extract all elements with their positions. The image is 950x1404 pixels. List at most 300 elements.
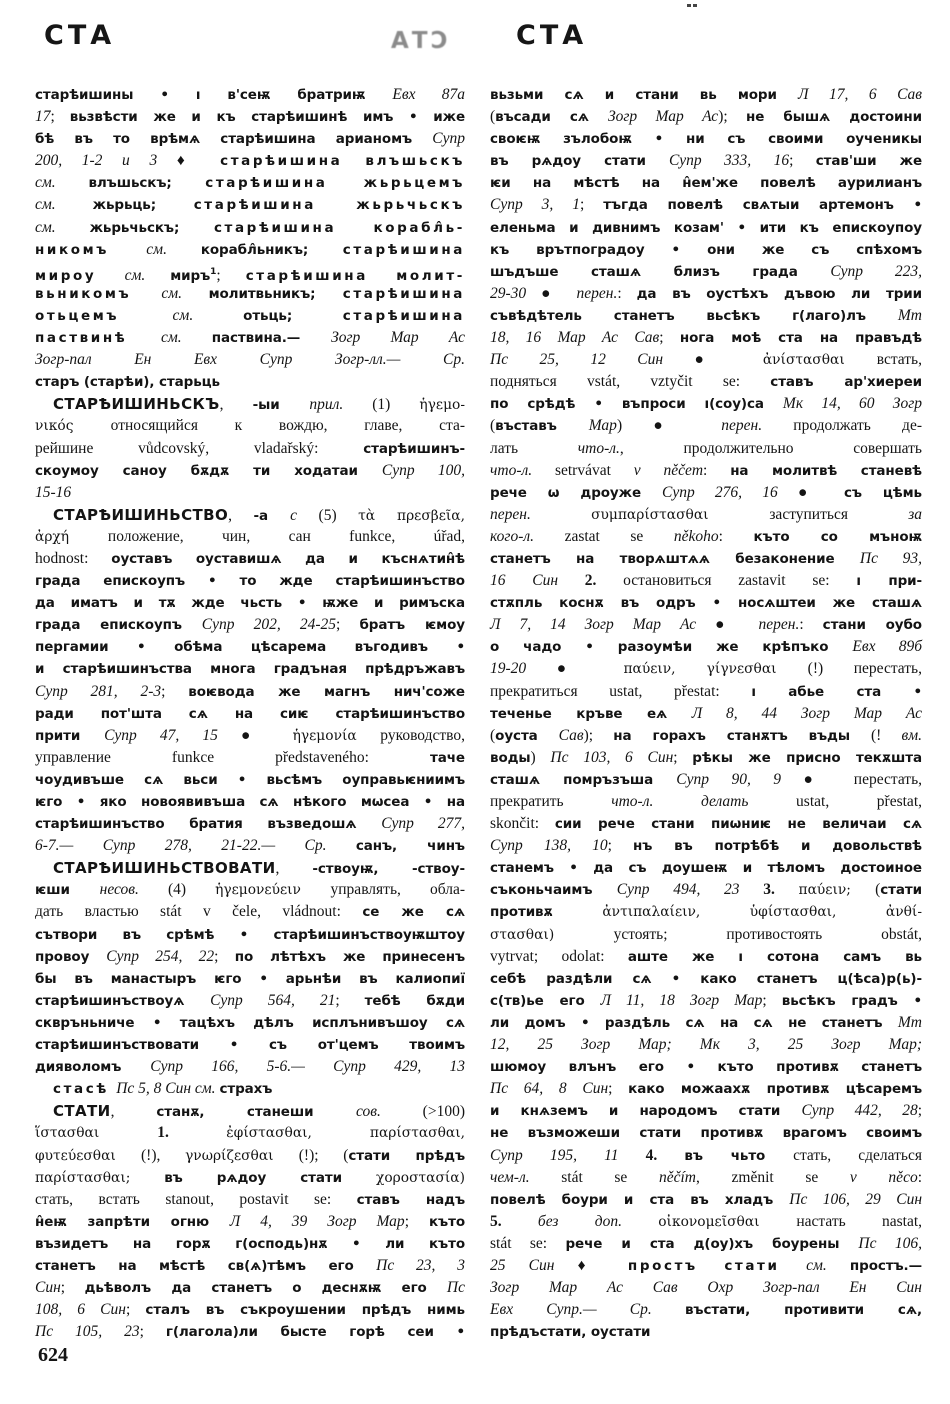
text-segment: старѣишинъствоуѧ — [35, 992, 211, 1009]
text-segment: (!), — [141, 1146, 186, 1164]
text-line — [490, 1034, 922, 1056]
text-segment: паствинѣ — [35, 330, 161, 347]
text-segment: о чадо • разоумѣи же крѣпъко — [490, 639, 853, 656]
text-segment: 108, 6 Син — [35, 1301, 126, 1319]
text-segment: hodnost: — [35, 549, 112, 567]
text-line — [35, 946, 465, 968]
text-segment: ἡγεμο- — [419, 397, 466, 414]
text-segment: см. — [35, 196, 93, 214]
text-segment: еленьма и дивнимъ козам' • ити къ епискоупоу — [490, 219, 922, 236]
text-segment: прѣдъстати, оустати — [490, 1324, 651, 1341]
text-segment: ; — [789, 152, 816, 170]
text-segment: см. — [35, 174, 89, 192]
text-segment: Супр 138, 10 — [490, 837, 608, 855]
text-line — [35, 681, 465, 703]
text-segment: СТАРѢИШИНЬСКЪ — [53, 395, 220, 414]
text-segment: см. — [172, 306, 244, 324]
text-segment: см. — [146, 240, 201, 258]
text-line — [35, 813, 465, 835]
text-segment: Син — [35, 1279, 61, 1297]
text-line — [35, 239, 465, 261]
text-segment: Супр 442, 28 — [801, 1102, 918, 1120]
text-line — [490, 946, 922, 968]
text-segment: , — [228, 506, 254, 524]
text-segment: ἀρχή — [35, 528, 108, 545]
text-line — [35, 526, 465, 548]
text-segment: страхъ — [219, 1081, 273, 1098]
text-line — [35, 924, 465, 946]
text-line — [490, 1211, 922, 1233]
text-segment: бѣ въ то врѣмѧ старѣишина арианомъ — [35, 131, 433, 148]
text-segment: дияволомъ — [35, 1059, 151, 1076]
text-line — [490, 1299, 922, 1321]
text-segment: συμπαρίστασθαι — [591, 506, 770, 523]
text-segment: въсади сѧ — [495, 109, 608, 126]
text-segment: по лѣтѣхъ же принесенъ — [234, 948, 465, 965]
text-segment: něčím — [658, 1168, 696, 1186]
text-segment: Пс 64, 8 Син — [490, 1080, 609, 1098]
text-segment: v něčem — [633, 461, 704, 479]
text-segment: : — [718, 527, 754, 545]
text-line — [35, 1056, 465, 1078]
text-segment: Л 11, 18 Зогр Мар — [600, 991, 763, 1009]
text-segment: никомъ — [35, 241, 147, 258]
text-segment: (! — [870, 726, 902, 744]
text-segment: Зогр Мар Ас — [331, 329, 465, 347]
text-segment: ♦ — [577, 1256, 628, 1274]
text-segment: рейшине vůdcovský, vladařský: — [35, 439, 364, 457]
text-segment: оуста — [495, 727, 559, 744]
text-segment: стѫпль коснѫ въ одръ • носѧштеи же сташѧ — [490, 595, 922, 612]
text-segment: νικός — [35, 418, 111, 435]
text-segment: (!) перестать, — [807, 660, 922, 678]
text-segment: съконьчаимъ — [490, 882, 617, 899]
text-segment: ; — [214, 947, 235, 965]
text-segment: Супр 564, 21 — [210, 991, 336, 1009]
running-head-right: СТА — [516, 20, 588, 51]
text-line — [490, 990, 922, 1012]
text-segment: скоумоу саноу бѫдѫ ти ходатаи — [35, 462, 382, 479]
text-segment: перен. — [490, 505, 592, 523]
text-segment: простъ стати — [627, 1257, 807, 1274]
text-line — [35, 194, 465, 216]
text-segment: съ цѣмь — [843, 484, 922, 501]
text-segment: , — [219, 396, 253, 414]
text-segment: Пс — [446, 1279, 465, 1297]
text-segment: с — [290, 506, 298, 524]
text-segment: относящийся к вождю, главе, ста- — [110, 417, 465, 435]
text-segment: что-л. делать — [611, 793, 749, 810]
text-segment: прекратиться ustat, přestat: — [490, 682, 752, 700]
text-segment: Супр 276, 16 — [661, 483, 799, 501]
text-segment: аште же ı сотона самъ вь — [627, 948, 922, 965]
text-line — [35, 415, 465, 437]
text-segment: Супр 277, — [381, 815, 466, 833]
text-segment: Пс 106, — [858, 1234, 922, 1252]
text-line — [35, 349, 465, 371]
text-segment: -ыи — [252, 397, 310, 414]
text-line — [35, 857, 465, 879]
text-line — [35, 327, 465, 349]
text-segment: управление funkce představeného: — [35, 748, 431, 766]
text-segment: старѣишинъство братия възведошѧ — [35, 816, 382, 833]
text-segment: παρίστασθαι; — [35, 1169, 165, 1186]
text-segment: Зогр Мар Ас — [607, 108, 719, 126]
text-segment: stát se: — [490, 1234, 566, 1252]
text-segment: ); — [583, 726, 614, 744]
text-segment: см. — [806, 1256, 850, 1274]
text-segment: 200, 1-2 и 3 — [35, 152, 177, 170]
text-segment: шюмоу влънъ его • къто противѫ станетъ — [490, 1059, 922, 1076]
text-segment: старѣишины • ı в'сеѭ братриѭ — [35, 87, 393, 103]
text-segment: , — [275, 860, 313, 878]
text-segment: что-л. — [490, 461, 533, 479]
text-line — [35, 283, 465, 305]
text-segment: града епискоупъ — [35, 617, 202, 634]
text-line — [35, 150, 465, 172]
text-segment: ● — [240, 726, 293, 744]
text-segment: ставъ надъ — [356, 1191, 465, 1208]
text-segment: někoho — [673, 527, 719, 545]
text-segment: Супр 100, — [381, 461, 466, 479]
text-segment: Пс 106, 29 Син — [789, 1190, 923, 1208]
text-segment: братъ ѥмоу — [359, 617, 465, 634]
text-line — [35, 217, 465, 239]
text-segment: vytrvat; odolat: — [490, 947, 628, 965]
text-segment: да въ оустѣхъ дъвою ли трии — [636, 285, 922, 302]
text-segment: ; — [161, 682, 189, 700]
text-segment: ; — [607, 837, 634, 855]
text-segment: ἵστασθαι — [35, 1125, 158, 1142]
text-segment: противѫ — [490, 904, 603, 921]
text-segment: станемъ • да съ доушеѭ и тѣломъ достоиное — [490, 860, 922, 877]
text-segment: 18, 16 Мар Ас Сав — [490, 329, 660, 347]
text-line — [490, 703, 922, 725]
text-segment: и старѣишинъства многа градъная прѣдръжавъ — [35, 661, 465, 678]
text-segment: сташѧ помръзъша — [490, 771, 677, 788]
text-segment: старъ (старѣи), старьць — [35, 374, 220, 391]
text-segment: ; — [139, 1323, 166, 1341]
text-segment: въ рѧдоу стати — [490, 153, 669, 170]
text-segment: нога моѣ ста на правъдѣ — [679, 330, 922, 347]
text-line — [490, 1078, 922, 1100]
text-line — [490, 1255, 922, 1277]
text-segment: тебѣ бѫди — [364, 992, 465, 1009]
text-segment: вм. — [901, 726, 922, 744]
text-line — [35, 1255, 465, 1277]
text-segment: ; — [659, 329, 680, 347]
text-segment: СТАРѢИШИНЬСТВОВАТИ — [53, 859, 276, 878]
text-segment: стати прѣдъ — [348, 1147, 465, 1164]
text-segment: Мар — [588, 417, 617, 435]
text-segment: ли домъ • раздѣль сѧ на сѧ не станетъ — [490, 1014, 898, 1031]
text-segment: 17 — [35, 108, 51, 126]
text-line — [35, 592, 465, 614]
text-segment: 12, 25 Зогр Мар; Мк 3, 25 Зогр Мар; — [490, 1036, 922, 1054]
text-segment: ἀνίστασθαι — [762, 352, 877, 369]
text-segment: СТАТИ — [53, 1102, 111, 1121]
text-line — [490, 393, 922, 415]
text-segment: ѥго • яко новоявивъша сѧ нѣкого мѡсеа • на — [35, 794, 465, 810]
text-segment: 29-30 — [490, 284, 542, 302]
text-segment: παύειν, γίγνεσθαι — [623, 661, 808, 678]
text-segment: Супр 3, 1 — [490, 196, 581, 214]
text-line — [490, 239, 922, 261]
text-segment: нъ въ потрѣбѣ и довольствѣ — [633, 838, 922, 855]
text-segment: старѣишина корабл̂ь- — [213, 219, 465, 236]
text-segment: рѣкы же присно текѫшта — [692, 749, 922, 766]
text-segment: старѣишина — [342, 241, 465, 258]
text-line — [35, 769, 465, 791]
text-segment: въ чьто — [684, 1147, 794, 1164]
text-line — [490, 924, 922, 946]
text-segment: (!); ( — [298, 1146, 349, 1164]
text-segment: ἡγεμονία — [292, 727, 381, 744]
text-line — [35, 990, 465, 1012]
text-segment: Мк 14, 60 Зогр — [782, 395, 922, 413]
text-segment: ; — [60, 1279, 85, 1297]
text-line — [35, 305, 465, 327]
text-segment: въ рѧдоу стати — [164, 1169, 377, 1186]
text-segment: ; — [125, 1301, 146, 1319]
text-segment: 4. — [645, 1146, 685, 1164]
text-segment: ; — [404, 1212, 429, 1230]
text-line — [490, 835, 922, 857]
text-segment: Супр 281, 2-3 — [35, 682, 162, 700]
text-segment: 25 Син — [490, 1256, 578, 1274]
text-segment: за — [908, 505, 922, 523]
text-segment: Супр 254, 22 — [106, 947, 215, 965]
text-segment: шъдъше сташѧ близъ града — [490, 263, 831, 280]
text-segment: без доп. — [537, 1212, 659, 1230]
text-segment: 3. — [763, 881, 799, 899]
text-segment: ἡγεμονεύειν — [215, 882, 331, 899]
text-segment: станѫ, станеши — [156, 1104, 356, 1121]
text-segment: Зогр-пал Ен Евх Супр Зогр-лл.— Ср. — [35, 351, 465, 369]
text-segment: града епискоупъ • то жде старѣишинъство — [35, 573, 465, 590]
text-line — [490, 349, 922, 371]
text-segment: Мт — [897, 306, 922, 324]
text-segment: setrvávat — [532, 461, 634, 479]
text-segment: Евх 87а — [392, 86, 465, 103]
text-segment: Пс 105, 23 — [35, 1323, 140, 1341]
text-segment: сътвори въ срѣмѣ • старѣишинъствоуѭштоу — [35, 926, 465, 943]
text-segment: ѥи на мѣстѣ на н̂ем'же повелѣ аурилианъ — [490, 175, 922, 192]
text-line — [35, 1277, 465, 1299]
text-segment: СТАРѢИШИНЬСТВО — [53, 505, 229, 524]
text-segment: ) ● — [616, 417, 722, 435]
text-segment: встать, — [876, 351, 922, 369]
text-line — [490, 1145, 922, 1167]
text-segment: санъ, чинъ — [355, 838, 465, 855]
text-segment: ); — [718, 108, 747, 126]
text-segment: stát se — [529, 1168, 659, 1186]
text-line — [490, 327, 922, 349]
text-line — [35, 968, 465, 990]
text-line — [490, 1100, 922, 1122]
text-segment: Супр — [432, 130, 465, 148]
text-segment: см. — [160, 329, 212, 347]
text-segment: став'ши же — [815, 153, 922, 170]
text-segment: таче — [430, 749, 465, 766]
text-line — [35, 84, 465, 106]
text-segment: повелѣ боури и ста въ хладъ — [490, 1191, 790, 1208]
text-segment: рече ѡ дроуже — [490, 484, 662, 501]
text-line — [35, 1233, 465, 1255]
text-segment: корабл̂ьникъ; — [200, 241, 343, 258]
text-segment: простъ.— — [849, 1257, 922, 1274]
text-line — [35, 1321, 465, 1343]
text-segment: перен. — [758, 616, 800, 634]
text-segment: ; — [336, 616, 360, 634]
text-line — [490, 813, 922, 835]
text-segment: жьрьчьскъ; — [89, 219, 214, 236]
text-line — [35, 261, 465, 283]
text-segment: г(лагола)ли бысте горѣ сеи • — [165, 1324, 465, 1341]
text-segment: воѥвода же магнъ нич'соже — [188, 683, 465, 700]
text-segment: τὰ πρεσβεῖα, — [358, 507, 465, 524]
text-line — [35, 1189, 465, 1211]
text-segment: станетъ на творѧштѧѧ безаконение — [490, 550, 860, 567]
text-segment: Супр 195, 11 — [490, 1146, 646, 1164]
text-line — [35, 636, 465, 658]
text-segment: старѣишина — [342, 285, 465, 302]
text-segment: кого-л. — [490, 527, 535, 545]
text-segment: 19-20 — [490, 660, 557, 678]
text-segment: дьѣволъ да станетъ о деснѫѭ его — [84, 1280, 447, 1297]
text-line — [490, 592, 922, 614]
text-line — [35, 504, 465, 526]
text-line — [490, 84, 922, 106]
text-segment: не бышѧ достоини — [746, 109, 922, 126]
page-number: 624 — [38, 1344, 68, 1366]
text-segment: миръ — [170, 267, 211, 284]
text-segment: ; — [917, 1102, 923, 1120]
text-segment: старѣишина — [342, 307, 466, 324]
text-segment: влъшьскъ; — [88, 175, 206, 192]
text-segment: се же сѧ — [362, 904, 465, 921]
text-segment: съвѣдѣтель станетъ вьсѣкъ г(лаго)лъ — [490, 307, 898, 324]
text-line — [35, 482, 465, 504]
text-line — [35, 835, 465, 857]
text-line — [490, 614, 922, 636]
text-line — [35, 438, 465, 460]
text-segment: ; — [50, 108, 70, 126]
text-segment: , — [110, 1103, 157, 1121]
text-segment: продолжать де- — [762, 417, 922, 435]
text-line — [35, 460, 465, 482]
text-segment: Пс 103, 6 Син — [550, 748, 674, 766]
text-segment: Супр 223, — [830, 262, 922, 280]
text-segment: Супр 333, 16 — [668, 152, 790, 170]
text-line — [490, 857, 922, 879]
text-segment: руководство, — [380, 726, 465, 744]
text-line — [490, 1233, 922, 1255]
text-line — [490, 1167, 922, 1189]
text-line — [490, 658, 922, 680]
text-line — [35, 393, 465, 415]
text-line — [490, 504, 922, 526]
text-segment: : — [917, 1168, 923, 1186]
text-segment: како можаахѫ противѫ цѣсаремъ — [628, 1081, 922, 1098]
text-line — [490, 194, 922, 216]
text-segment: къто со мъноѭ — [753, 528, 922, 545]
text-segment: 5. — [490, 1212, 538, 1230]
text-segment: сталъ въ съкроушении прѣдъ нимь — [145, 1302, 465, 1319]
text-segment: ; — [673, 748, 693, 766]
running-head-left: СТА — [44, 20, 116, 51]
text-segment: 1 — [210, 266, 217, 277]
text-segment: ( — [875, 881, 881, 899]
text-segment: мироу — [35, 267, 125, 284]
text-segment: ѥши — [35, 882, 100, 899]
text-line — [35, 1167, 465, 1189]
text-segment: ( — [490, 726, 496, 744]
text-line — [490, 791, 922, 813]
text-segment: Пс 25, 12 Син — [490, 351, 695, 369]
text-segment: къ врътпоградоу • они же съ спѣхомъ — [490, 241, 922, 258]
text-segment: -а — [253, 507, 291, 524]
text-segment: въставъ — [495, 418, 589, 435]
text-segment: Зогр Мар Ас Сав Охр Зогр-пал Ен Син — [490, 1279, 922, 1297]
left-column — [35, 84, 465, 1343]
text-segment: ) — [530, 748, 551, 766]
text-segment: бы въ манастыръ ѥго • арьнѣи въ калиопиї — [35, 970, 465, 987]
text-segment: , změnit se — [695, 1168, 850, 1186]
text-segment: ● — [541, 284, 577, 302]
text-segment: старѣишина жьрьцемъ — [205, 175, 465, 192]
text-line — [490, 1277, 922, 1299]
text-segment: 2. — [584, 572, 624, 590]
text-segment: (4) — [138, 881, 216, 899]
text-segment: Сав — [558, 726, 584, 744]
text-line — [35, 128, 465, 150]
text-segment: Супр 47, 15 — [104, 726, 241, 744]
text-segment: (5) — [297, 506, 359, 524]
text-line — [490, 106, 922, 128]
text-segment: заступиться — [769, 505, 909, 523]
text-segment: zastat se — [534, 527, 674, 545]
text-segment: старѣишина влъшьскъ — [220, 153, 465, 170]
text-line — [35, 658, 465, 680]
text-segment: Л 4, 39 Зогр Мар — [229, 1212, 405, 1230]
text-segment: Евх Супр.— Ср. — [490, 1301, 685, 1319]
text-segment: ı абье ста • — [751, 683, 922, 700]
text-segment: вьзьми сѧ и стани вь мори — [490, 87, 799, 103]
text-line — [490, 128, 922, 150]
text-segment: παύειν; — [798, 882, 876, 899]
text-line — [490, 901, 922, 923]
text-line — [490, 1122, 922, 1144]
text-line — [490, 769, 922, 791]
text-segment: ставъ ар'хиереи — [770, 374, 922, 391]
text-segment: прити — [35, 727, 105, 744]
text-segment: отьцемъ — [35, 307, 173, 324]
text-segment: перен. — [721, 417, 763, 435]
text-segment: skončit: — [490, 815, 555, 833]
text-segment: ustat, přestat, — [748, 793, 922, 810]
text-segment: (1) — [343, 396, 420, 414]
text-segment: старѣишинъствовати • съ от'цемъ твоимъ — [35, 1037, 465, 1054]
text-segment: ● — [694, 351, 763, 369]
text-line — [490, 636, 922, 658]
text-segment: Пс 23, 3 — [376, 1256, 465, 1274]
text-segment: устоять; противостоять obstát, — [613, 925, 923, 943]
text-segment: н̂еѭ запрѣти огню — [35, 1213, 230, 1230]
text-segment: стать, встать stanout, postavit se: — [35, 1190, 357, 1208]
text-segment: Л 8, 44 Зогр Мар Ас — [691, 704, 922, 722]
text-segment: 15-16 — [35, 483, 72, 501]
